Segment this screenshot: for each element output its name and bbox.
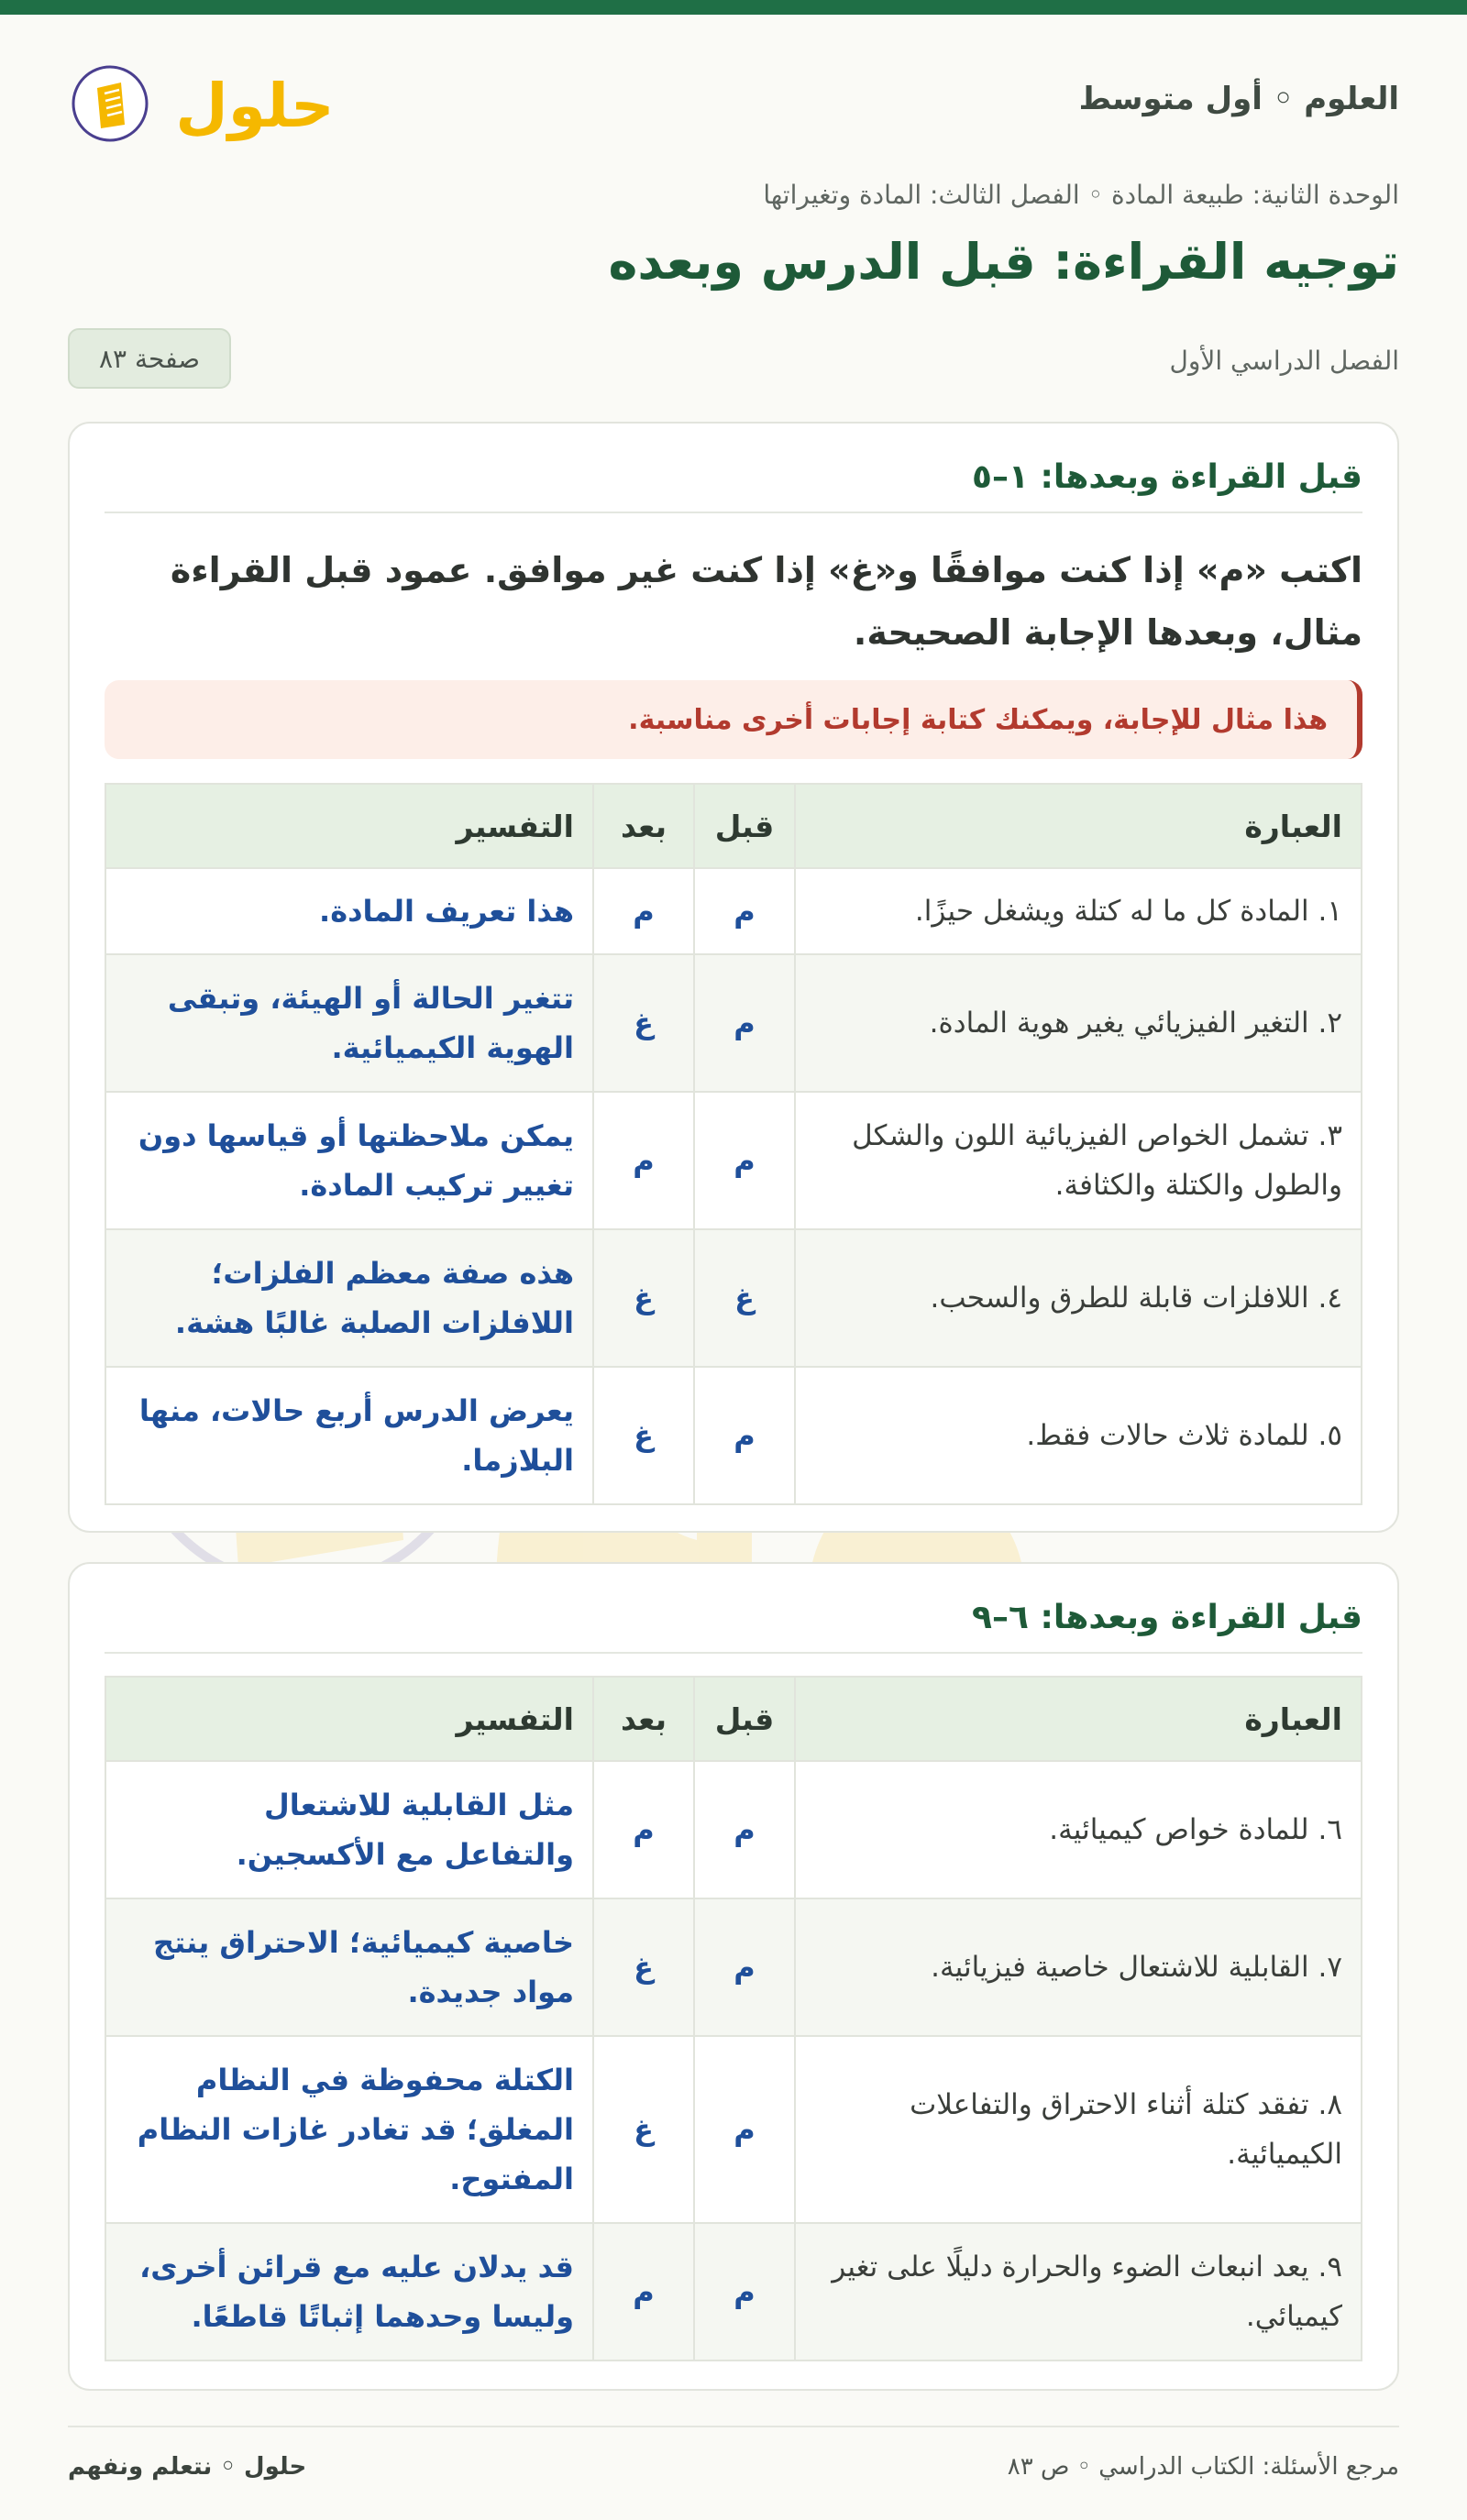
before-cell: م [694,1367,795,1504]
header-explanation: التفسير [105,1677,593,1761]
before-cell: م [694,954,795,1092]
subject-label: العلوم ◦ أول متوسط [1078,81,1399,117]
table-row [105,954,1362,1092]
explanation-cell: قد يدلان عليه مع قرائن أخرى، وليسا وحدهما إثباتًا قاطعًا. [105,2223,593,2360]
section-1-card [68,422,1399,1533]
breadcrumb: الوحدة الثانية: طبيعة المادة ◦ الفصل الثالث: المادة وتغيراتها [763,180,1399,210]
section-2-card [68,1562,1399,2391]
explanation-cell: هذه صفة معظم الفلزات؛ اللافلزات الصلبة غالبًا هشة. [105,1229,593,1367]
footer-divider [68,2426,1399,2427]
header-explanation: التفسير [105,784,593,868]
explanation-cell: يمكن ملاحظتها أو قياسها دون تغيير تركيب المادة. [105,1092,593,1229]
header-statement: العبارة [795,1677,1362,1761]
page-title: توجيه القراءة: قبل الدرس وبعده [608,233,1399,291]
before-cell: م [694,2223,795,2360]
section-1-title: قبل القراءة وبعدها: ١–٥ [105,458,1362,513]
statement-cell: ٦. للمادة خواص كيميائية. [795,1761,1362,1898]
statement-cell: ٥. للمادة ثلاث حالات فقط. [795,1367,1362,1504]
before-cell: م [694,1898,795,2036]
table-header-row [105,784,1362,868]
logo-text: حلول [175,71,335,141]
header-before: قبل [694,784,795,868]
header-statement: العبارة [795,784,1362,868]
statement-cell: ٤. اللافلزات قابلة للطرق والسحب. [795,1229,1362,1367]
before-cell: م [694,1092,795,1229]
top-accent-bar [0,0,1467,15]
after-cell: م [593,1761,694,1898]
semester-label: الفصل الدراسي الأول [1169,346,1399,376]
header-after: بعد [593,1677,694,1761]
statement-cell: ٨. تفقد كتلة أثناء الاحتراق والتفاعلات الكيميائية. [795,2036,1362,2223]
before-cell: م [694,2036,795,2223]
statement-cell: ٢. التغير الفيزيائي يغير هوية المادة. [795,954,1362,1092]
answer-note: هذا مثال للإجابة، ويمكنك كتابة إجابات أخرى مناسبة. [105,680,1362,759]
hulul-logo [68,53,335,154]
table-row [105,868,1362,954]
table-row [105,1898,1362,2036]
table-row [105,2223,1362,2360]
after-cell: غ [593,2036,694,2223]
footer-reference: مرجع الأسئلة: الكتاب الدراسي ◦ ص ٨٣ [1007,2453,1399,2481]
explanation-cell: خاصية كيميائية؛ الاحتراق ينتج مواد جديدة. [105,1898,593,2036]
statements-table-2 [105,1676,1362,2361]
explanation-cell: الكتلة محفوظة في النظام المغلق؛ قد تغادر غازات النظام المفتوح. [105,2036,593,2223]
header-before: قبل [694,1677,795,1761]
after-cell: غ [593,1229,694,1367]
statements-table-1 [105,783,1362,1505]
table-row [105,1761,1362,1898]
after-cell: غ [593,1367,694,1504]
page-header [68,53,1399,145]
explanation-cell: يعرض الدرس أربع حالات، منها البلازما. [105,1367,593,1504]
after-cell: غ [593,954,694,1092]
before-cell: غ [694,1229,795,1367]
after-cell: م [593,1092,694,1229]
table-row [105,1092,1362,1229]
table-row [105,2036,1362,2223]
statement-cell: ٧. القابلية للاشتعال خاصية فيزيائية. [795,1898,1362,2036]
explanation-cell: تتغير الحالة أو الهيئة، وتبقى الهوية الكيميائية. [105,954,593,1092]
statement-cell: ١. المادة كل ما له كتلة ويشغل حيزًا. [795,868,1362,954]
table-row [105,1229,1362,1367]
instruction-text: اكتب «م» إذا كنت موافقًا و«غ» إذا كنت غير موافق. عمود قبل القراءة مثال، وبعدها الإجابة الصحيحة. [170,550,1362,653]
before-cell: م [694,1761,795,1898]
after-cell: م [593,2223,694,2360]
after-cell: م [593,868,694,954]
after-cell: غ [593,1898,694,2036]
statement-cell: ٩. يعد انبعاث الضوء والحرارة دليلًا على تغير كيميائي. [795,2223,1362,2360]
page-number-badge: صفحة ٨٣ [68,328,231,389]
section-2-title: قبل القراءة وبعدها: ٦–٩ [105,1599,1362,1654]
header-after: بعد [593,784,694,868]
table-header-row [105,1677,1362,1761]
statement-cell: ٣. تشمل الخواص الفيزيائية اللون والشكل والطول والكتلة والكثافة. [795,1092,1362,1229]
footer-brand: حلول ◦ نتعلم ونفهم [68,2453,307,2481]
explanation-cell: هذا تعريف المادة. [105,868,593,954]
table-row [105,1367,1362,1504]
before-cell: م [694,868,795,954]
explanation-cell: مثل القابلية للاشتعال والتفاعل مع الأكسجين. [105,1761,593,1898]
